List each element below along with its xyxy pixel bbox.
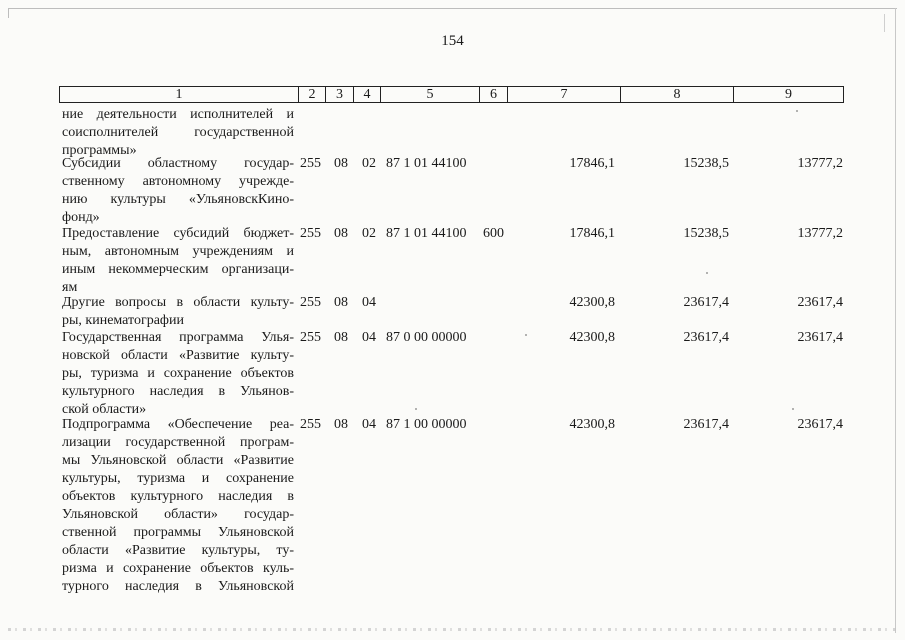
description-line: Государственная программа Улья-	[62, 330, 294, 345]
header-col-4: 4	[354, 87, 381, 102]
scan-speck	[792, 408, 794, 410]
cell-amount-col8: 15238,5	[683, 226, 729, 241]
description-line: Субсидии областному государ-	[62, 156, 294, 171]
cell-amount-col9: 13777,2	[797, 226, 843, 241]
header-col-1: 1	[60, 87, 299, 102]
description-line: лизации государственной програм-	[62, 435, 294, 450]
header-col-3: 3	[326, 87, 354, 102]
header-col-6: 6	[480, 87, 508, 102]
description-line: иным некоммерческим организаци-	[62, 262, 294, 277]
header-col-2: 2	[299, 87, 326, 102]
cell-amount-col7: 42300,8	[569, 295, 615, 310]
description-line: области «Развитие культуры, ту-	[62, 543, 294, 558]
header-col-5: 5	[381, 87, 480, 102]
cell-subsection-code: 04	[362, 295, 376, 310]
cell-ministry-code: 255	[300, 226, 321, 241]
description-line: Подпрограмма «Обеспечение реа-	[62, 417, 294, 432]
description-line: ственному автономному учрежде-	[62, 174, 294, 189]
row-description	[62, 225, 294, 297]
description-line: ние деятельности исполнителей и	[62, 107, 294, 122]
description-line: Предоставление субсидий бюджет-	[62, 226, 294, 241]
row-description	[62, 416, 294, 596]
cell-amount-col8: 15238,5	[683, 156, 729, 171]
header-col-9: 9	[785, 87, 792, 102]
description-line: ным, автономным учреждениям и	[62, 244, 294, 259]
cell-amount-col8: 23617,4	[683, 295, 729, 310]
row-description	[62, 329, 294, 419]
description-line: соисполнителей государственной	[62, 125, 294, 140]
row-description	[62, 106, 294, 160]
cell-amount-col7: 42300,8	[569, 417, 615, 432]
cell-target-article: 87 0 00 00000	[386, 330, 467, 345]
cell-subsection-code: 04	[362, 330, 376, 345]
description-line: фонд»	[62, 210, 100, 225]
description-line: программы»	[62, 143, 137, 158]
description-line: ственной программы Ульяновской	[62, 525, 294, 540]
description-line: объектов культурного наследия в	[62, 489, 294, 504]
cell-amount-col7: 42300,8	[569, 330, 615, 345]
scan-speck	[796, 110, 798, 112]
cell-target-article: 87 1 01 44100	[386, 156, 467, 171]
cell-ministry-code: 255	[300, 295, 321, 310]
row-description	[62, 294, 294, 330]
description-line: ры, кинематографии	[62, 313, 184, 328]
cell-ministry-code: 255	[300, 330, 321, 345]
page-number: 154	[441, 33, 464, 49]
cell-amount-col7: 17846,1	[569, 156, 615, 171]
description-line: Ульяновской области» государ-	[62, 507, 294, 522]
cell-section-code: 08	[334, 330, 348, 345]
description-line: Другие вопросы в области культу-	[62, 295, 294, 310]
description-line: культурного наследия в Ульянов-	[62, 384, 294, 399]
cell-target-article: 87 1 00 00000	[386, 417, 467, 432]
cell-subsection-code: 04	[362, 417, 376, 432]
description-line: новской области «Развитие культу-	[62, 348, 294, 363]
cell-section-code: 08	[334, 226, 348, 241]
cell-amount-col9: 23617,4	[797, 295, 843, 310]
cell-subsection-code: 02	[362, 156, 376, 171]
scan-speck	[415, 408, 417, 410]
description-line: нию культуры «УльяновскКино-	[62, 192, 294, 207]
cell-section-code: 08	[334, 417, 348, 432]
description-line: турного наследия в Ульяновской	[62, 579, 294, 594]
cell-amount-col8: 23617,4	[683, 417, 729, 432]
description-line: ры, туризма и сохранение объектов	[62, 366, 294, 381]
cell-amount-col7: 17846,1	[569, 226, 615, 241]
cell-amount-col8: 23617,4	[683, 330, 729, 345]
cell-expense-type: 600	[483, 226, 504, 241]
description-line: мы Ульяновской области «Развитие	[62, 453, 294, 468]
description-line: ской области»	[62, 402, 147, 417]
scan-bottom-edge	[8, 628, 896, 631]
scan-speck	[706, 272, 708, 274]
description-line: культуры, туризма и сохранение	[62, 471, 294, 486]
description-line: ям	[62, 280, 78, 295]
cell-section-code: 08	[334, 156, 348, 171]
cell-subsection-code: 02	[362, 226, 376, 241]
cell-ministry-code: 255	[300, 156, 321, 171]
cell-target-article: 87 1 01 44100	[386, 226, 467, 241]
scan-speck	[525, 334, 527, 336]
cell-amount-col9: 23617,4	[797, 417, 843, 432]
row-description	[62, 155, 294, 227]
header-col-8: 8	[621, 87, 734, 102]
cell-amount-col9: 13777,2	[797, 156, 843, 171]
header-col-7: 7	[508, 87, 621, 102]
cell-ministry-code: 255	[300, 417, 321, 432]
description-line: ризма и сохранение объектов куль-	[62, 561, 294, 576]
cell-section-code: 08	[334, 295, 348, 310]
cell-amount-col9: 23617,4	[797, 330, 843, 345]
